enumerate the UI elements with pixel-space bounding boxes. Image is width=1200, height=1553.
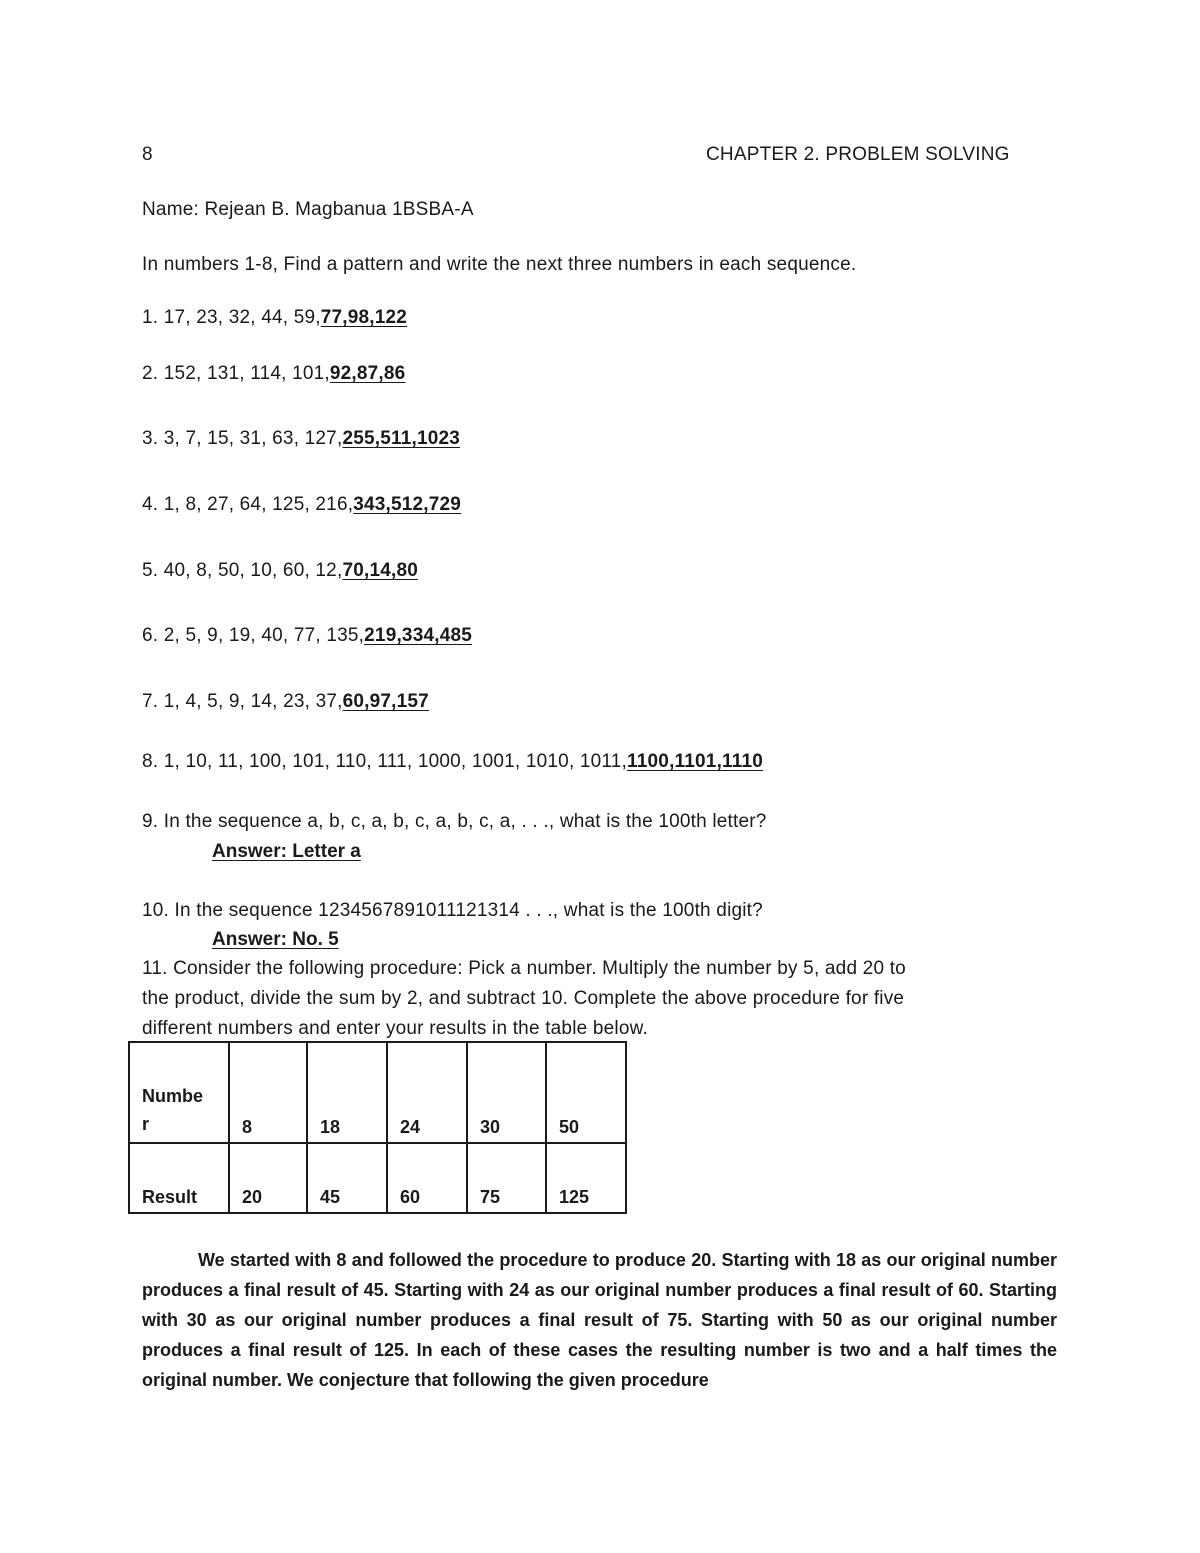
sequence-given: 7. 1, 4, 5, 9, 14, 23, 37,	[142, 691, 343, 712]
sequence-answer: 77,98,122	[320, 307, 408, 328]
question-11-line: the product, divide the sum by 2, and subtract 10. Complete the above procedure for five	[142, 988, 905, 1009]
row-label-result: Result	[129, 1143, 229, 1213]
row-label-number: Numbe r	[129, 1042, 229, 1143]
sequence-given: 4. 1, 8, 27, 64, 125, 216,	[142, 494, 354, 515]
sequence-given: 3. 3, 7, 15, 31, 63, 127,	[142, 428, 343, 449]
student-name: Name: Rejean B. Magbanua 1BSBA-A	[142, 199, 474, 220]
table-cell: 30	[467, 1042, 546, 1143]
question-11-line: different numbers and enter your results in the table below.	[142, 1018, 648, 1039]
sequence-given: 6. 2, 5, 9, 19, 40, 77, 135,	[142, 625, 365, 646]
sequence-answer: 92,87,86	[329, 363, 406, 384]
table-cell: 50	[546, 1042, 626, 1143]
table-cell: 24	[387, 1042, 467, 1143]
chapter-title: CHAPTER 2. PROBLEM SOLVING	[706, 144, 1010, 165]
table-cell: 8	[229, 1042, 307, 1143]
sequence-item	[142, 363, 405, 385]
question-10: 10. In the sequence 1234567891011121314 . . ., what is the 100th digit?	[142, 900, 763, 921]
question-11-line: 11. Consider the following procedure: Pick a number. Multiply the number by 5, add 20 to	[142, 958, 906, 979]
question-9: 9. In the sequence a, b, c, a, b, c, a, b, c, a, . . ., what is the 100th letter?	[142, 811, 767, 832]
sequence-item	[142, 691, 429, 713]
answer-10: Answer: No. 5	[212, 929, 339, 950]
sequence-given: 8. 1, 10, 11, 100, 101, 110, 111, 1000, 1001, 1010, 1011,	[142, 751, 628, 772]
table-cell: 125	[546, 1143, 626, 1213]
answer-9: Answer: Letter a	[212, 841, 361, 862]
sequence-item	[142, 428, 460, 450]
sequence-answer: 219,334,485	[364, 625, 473, 646]
sequence-item	[142, 307, 407, 329]
table-cell: 75	[467, 1143, 546, 1213]
table-cell: 60	[387, 1143, 467, 1213]
table-row-number	[129, 1042, 626, 1143]
page-number: 8	[142, 144, 153, 165]
table-cell: 45	[307, 1143, 387, 1213]
sequence-given: 5. 40, 8, 50, 10, 60, 12,	[142, 560, 343, 581]
conclusion-paragraph	[142, 1245, 1057, 1395]
sequence-answer: 343,512,729	[353, 494, 462, 515]
sequence-answer: 70,14,80	[342, 560, 418, 581]
sequence-given: 2. 152, 131, 114, 101,	[142, 363, 330, 384]
sequence-answer: 60,97,157	[342, 691, 429, 712]
table-row-result	[129, 1143, 626, 1213]
sequence-answer: 1100,1101,1110	[627, 751, 764, 772]
table-cell: 20	[229, 1143, 307, 1213]
sequence-item	[142, 625, 472, 647]
sequence-answer: 255,511,1023	[342, 428, 461, 449]
instructions: In numbers 1-8, Find a pattern and write the next three numbers in each sequence.	[142, 254, 857, 275]
sequence-item	[142, 494, 461, 516]
table-cell: 18	[307, 1042, 387, 1143]
sequence-given: 1. 17, 23, 32, 44, 59,	[142, 307, 321, 328]
conclusion-text: We started with 8 and followed the procedure to produce 20. Starting with 18 as our original number produces a final result of 45. Starting with 24 as our original number produces a final result of 60. Starting with 30 as our original number produces a final result of 75. Starting with 50 as our original number produces a final result of 125. In each of these cases the resulting number is two and a half times the original number. We conjecture that following the given procedure	[142, 1250, 1057, 1390]
sequence-item	[142, 751, 763, 773]
sequence-item	[142, 560, 418, 582]
results-table	[128, 1041, 627, 1214]
